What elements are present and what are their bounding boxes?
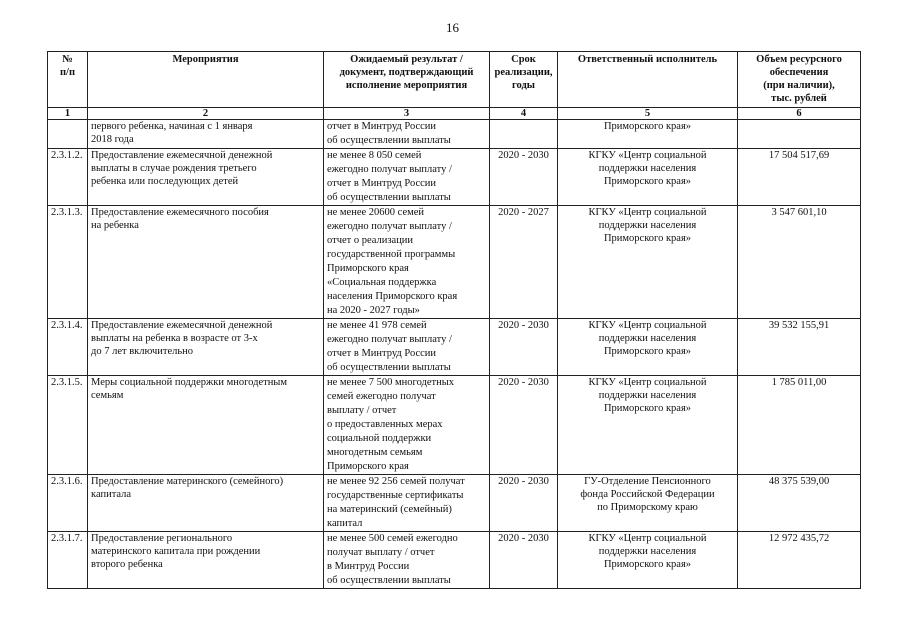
text-line: капитала [91,489,132,500]
text-line: выплату / отчет [327,405,397,416]
text-line: до 7 лет включительно [91,346,193,357]
volume-cell: 3 547 601,10 [738,206,861,319]
volume-cell: 39 532 155,91 [738,319,861,376]
text-line: не менее 500 семей ежегодно [327,533,458,544]
text-line: «Социальная поддержка [327,277,437,288]
header-num [48,52,88,108]
term-cell [490,120,558,149]
text-line: социальной поддержки [327,433,432,444]
result-cell [324,206,490,319]
column-number: 3 [324,108,490,120]
text-line: Приморского края» [603,346,692,357]
text-line: Ожидаемый результат / [350,54,463,65]
text-line: семей ежегодно получат [327,391,436,402]
event-cell [88,532,324,589]
column-number: 6 [738,108,861,120]
text-line: ребенка или последующих детей [91,176,239,187]
text-line: первого ребенка, начиная с 1 января [91,121,253,132]
volume-cell: 1 785 011,00 [738,376,861,475]
text-line: не менее 8 050 семей [327,150,422,161]
text-line: выплаты на ребенка в возрасте от 3-х [91,333,258,344]
executor-cell [558,376,738,475]
text-line: Приморского края» [603,403,692,414]
text-line: КГКУ «Центр социальной [588,320,707,331]
column-number: 5 [558,108,738,120]
table-row [48,475,861,532]
header-term [490,52,558,108]
text-line: не менее 20600 семей [327,207,425,218]
text-line: № [62,54,73,65]
text-line: государственной программы [327,249,456,260]
text-line: поддержки населения [598,390,697,401]
text-line: Мероприятия [172,54,239,65]
text-line: об осуществлении выплаты [327,135,451,146]
event-cell [88,149,324,206]
text-line: тыс. рублей [771,93,827,104]
table-row [48,376,861,475]
term-cell: 2020 - 2030 [490,149,558,206]
event-cell [88,376,324,475]
text-line: второго ребенка [91,559,163,570]
header-volume [738,52,861,108]
executor-cell [558,149,738,206]
term-cell: 2020 - 2030 [490,475,558,532]
table-row [48,532,861,589]
header-executor [558,52,738,108]
text-line: семьям [91,390,124,401]
table-row [48,149,861,206]
text-line: годы [512,80,535,91]
text-line: КГКУ «Центр социальной [588,207,707,218]
table-row [48,120,861,149]
column-numbers-row [48,108,861,120]
text-line: государственные сертификаты [327,490,464,501]
text-line: п/п [59,67,76,78]
header-row [48,52,861,108]
page-number: 16 [446,20,459,35]
text-line: Предоставление регионального [91,533,233,544]
text-line: Объем ресурсного [756,54,842,65]
text-line: населения Приморского края [327,291,458,302]
table-body [48,120,861,589]
num-cell: 2.3.1.4. [48,319,88,376]
text-line: Предоставление ежемесячного пособия [91,207,269,218]
text-line: на 2020 - 2027 годы» [327,305,420,316]
text-line: Меры социальной поддержки многодетным [91,377,288,388]
text-line: многодетным семьям [327,447,423,458]
result-cell [324,149,490,206]
result-cell [324,120,490,149]
table-row [48,319,861,376]
text-line: обеспечения [769,67,829,78]
executor-cell [558,532,738,589]
executor-cell [558,475,738,532]
text-line: материнского капитала при рождении [91,546,261,557]
result-cell [324,532,490,589]
column-number: 2 [88,108,324,120]
num-cell: 2.3.1.3. [48,206,88,319]
text-line: исполнение мероприятия [345,80,468,91]
text-line: 2018 года [91,134,134,145]
text-line: капитал [327,518,363,529]
text-line: отчет о реализации [327,235,414,246]
text-line: не менее 41 978 семей [327,320,427,331]
text-line: поддержки населения [598,546,697,557]
text-line: об осуществлении выплаты [327,362,451,373]
text-line: на ребенка [91,220,139,231]
event-cell [88,206,324,319]
text-line: отчет в Минтруд России [327,348,437,359]
executor-cell [558,120,738,149]
text-line: Предоставление материнского (семейного) [91,476,284,487]
text-line: ежегодно получат выплату / [327,221,452,232]
text-line: Срок [511,54,536,65]
text-line: ГУ-Отделение Пенсионного [584,476,711,487]
term-cell: 2020 - 2027 [490,206,558,319]
term-cell: 2020 - 2030 [490,319,558,376]
text-line: Ответственный исполнитель [577,54,718,65]
volume-cell [738,120,861,149]
text-line: по Приморскому краю [597,502,698,513]
num-cell: 2.3.1.7. [48,532,88,589]
text-line: об осуществлении выплаты [327,192,451,203]
volume-cell: 48 375 539,00 [738,475,861,532]
text-line: не менее 7 500 многодетных [327,377,455,388]
term-cell: 2020 - 2030 [490,376,558,475]
text-line: не менее 92 256 семей получат [327,476,465,487]
text-line: Приморского края [327,263,409,274]
text-line: выплаты в случае рождения третьего [91,163,257,174]
text-line: КГКУ «Центр социальной [588,150,707,161]
text-line: Приморского края [327,461,409,472]
text-line: Предоставление ежемесячной денежной [91,320,273,331]
text-line: документ, подтверждающий [339,67,474,78]
text-line: ежегодно получат выплату / [327,334,452,345]
executor-cell [558,319,738,376]
text-line: о предоставленных мерах [327,419,443,430]
table-row [48,206,861,319]
text-line: Приморского края» [603,559,692,570]
text-line: отчет в Минтруд России [327,121,437,132]
num-cell: 2.3.1.2. [48,149,88,206]
executor-cell [558,206,738,319]
num-cell: 2.3.1.6. [48,475,88,532]
text-line: ежегодно получат выплату / [327,164,452,175]
text-line: КГКУ «Центр социальной [588,377,707,388]
result-cell [324,319,490,376]
text-line: отчет в Минтруд России [327,178,437,189]
text-line: поддержки населения [598,163,697,174]
text-line: Предоставление ежемесячной денежной [91,150,273,161]
result-cell [324,475,490,532]
header-result [324,52,490,108]
result-cell [324,376,490,475]
text-line: Приморского края» [603,176,692,187]
text-line: реализации, [494,67,553,78]
text-line: поддержки населения [598,220,697,231]
column-number: 4 [490,108,558,120]
event-cell [88,475,324,532]
text-line: получат выплату / отчет [327,547,435,558]
volume-cell: 17 504 517,69 [738,149,861,206]
text-line: на материнский (семейный) [327,504,452,515]
text-line: фонда Российской Федерации [580,489,715,500]
text-line: поддержки населения [598,333,697,344]
term-cell: 2020 - 2030 [490,532,558,589]
volume-cell: 12 972 435,72 [738,532,861,589]
measures-table [47,51,861,589]
text-line: Приморского края» [603,121,692,132]
text-line: КГКУ «Центр социальной [588,533,707,544]
num-cell: 2.3.1.5. [48,376,88,475]
column-number: 1 [48,108,88,120]
text-line: об осуществлении выплаты [327,575,451,586]
event-cell [88,319,324,376]
header-event [88,52,324,108]
event-cell [88,120,324,149]
text-line: в Минтруд России [327,561,410,572]
num-cell [48,120,88,149]
text-line: Приморского края» [603,233,692,244]
text-line: (при наличии), [763,80,835,91]
